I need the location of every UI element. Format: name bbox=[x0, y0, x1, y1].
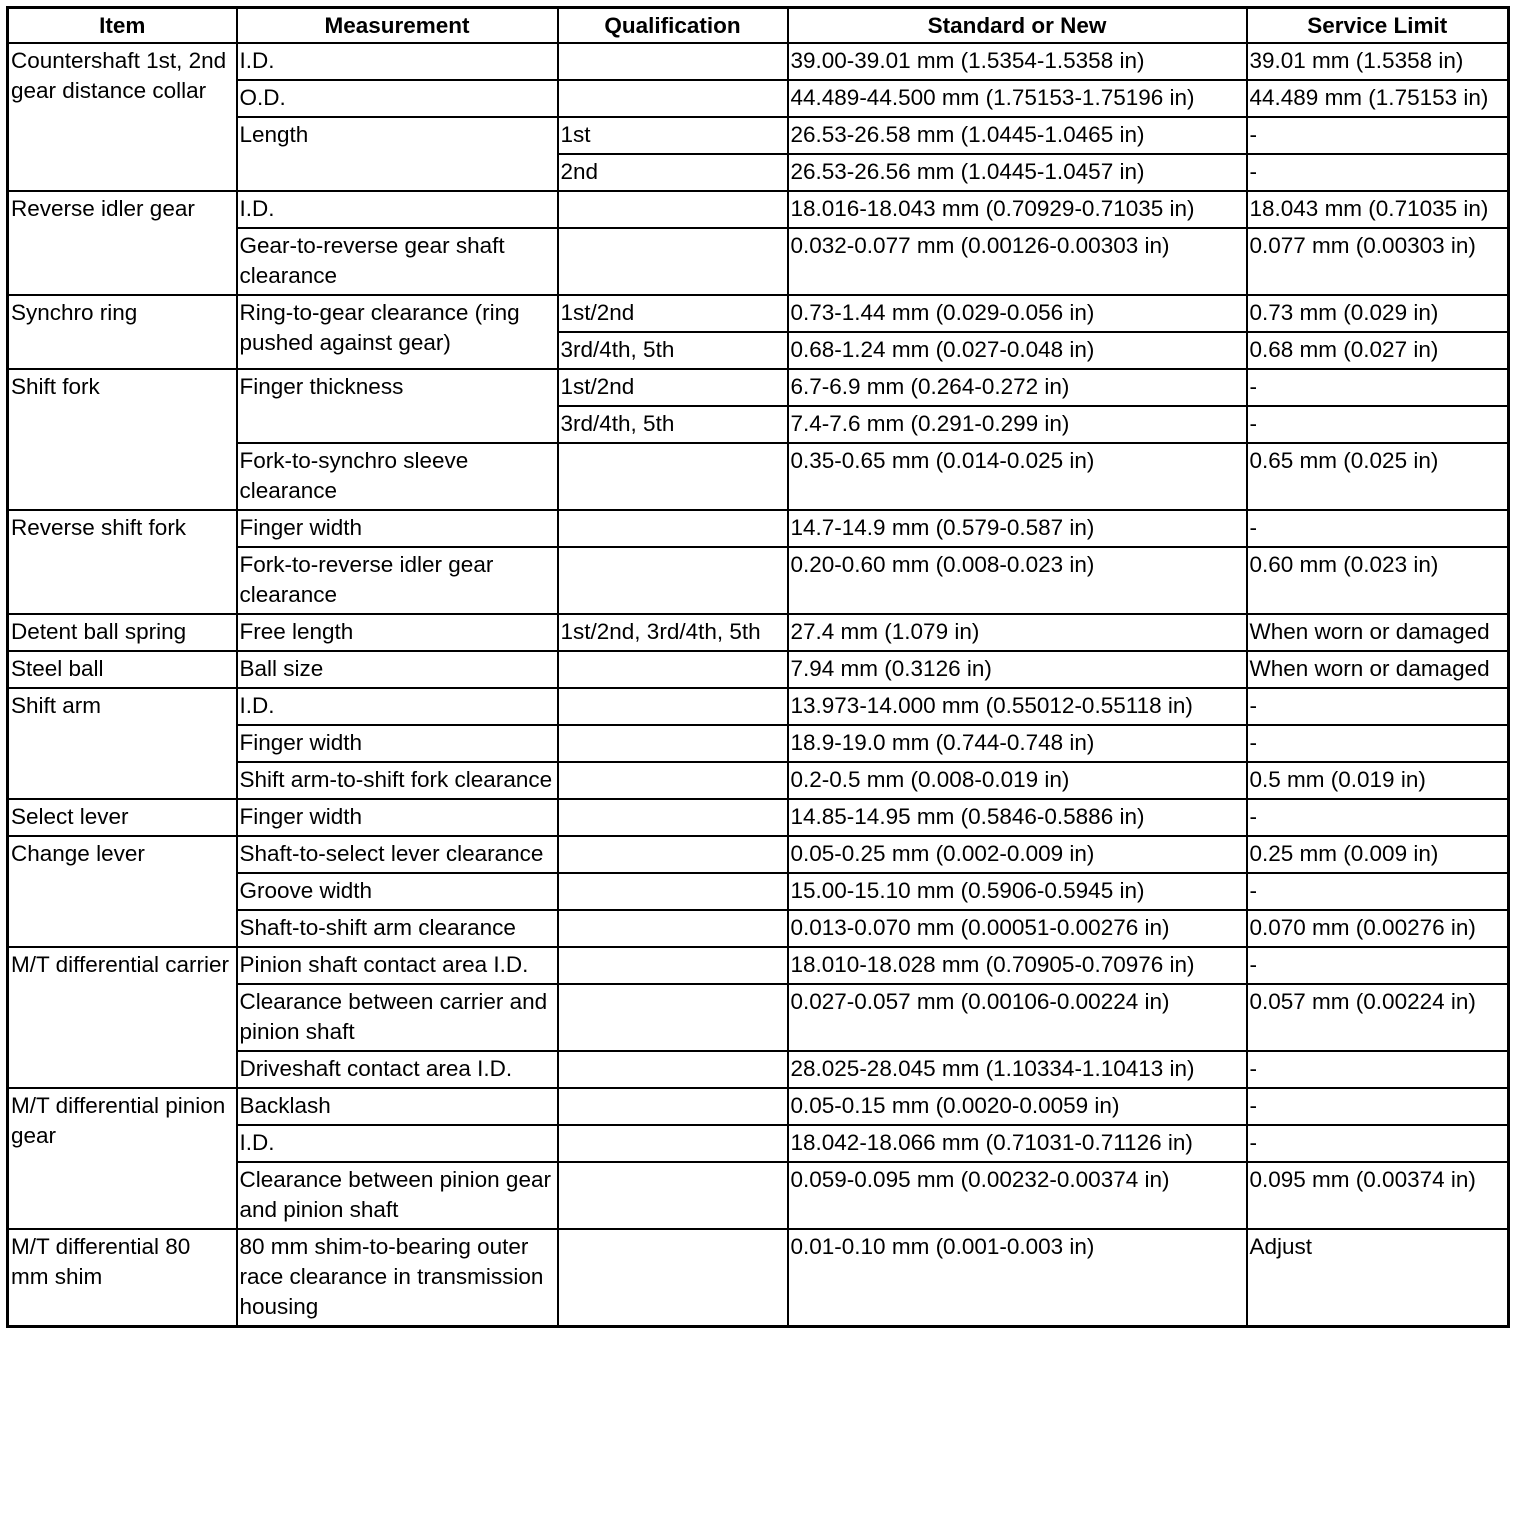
qualification-cell bbox=[558, 947, 788, 984]
qualification-cell bbox=[558, 836, 788, 873]
service-limit-cell: - bbox=[1247, 369, 1509, 406]
service-limit-cell: 0.095 mm (0.00374 in) bbox=[1247, 1162, 1509, 1229]
service-limit-cell: When worn or damaged bbox=[1247, 614, 1509, 651]
qualification-cell bbox=[558, 873, 788, 910]
service-limit-cell: - bbox=[1247, 117, 1509, 154]
table-row bbox=[8, 947, 1509, 984]
measurement-cell: Ring-to-gear clearance (ring pushed against gear) bbox=[237, 295, 558, 369]
table-row bbox=[8, 191, 1509, 228]
standard-cell: 0.059-0.095 mm (0.00232-0.00374 in) bbox=[788, 1162, 1247, 1229]
standard-cell: 14.7-14.9 mm (0.579-0.587 in) bbox=[788, 510, 1247, 547]
item-cell: Steel ball bbox=[8, 651, 237, 688]
standard-cell: 0.73-1.44 mm (0.029-0.056 in) bbox=[788, 295, 1247, 332]
qualification-cell bbox=[558, 43, 788, 80]
item-cell: Reverse shift fork bbox=[8, 510, 237, 614]
measurement-cell: Fork-to-synchro sleeve clearance bbox=[237, 443, 558, 510]
standard-cell: 7.94 mm (0.3126 in) bbox=[788, 651, 1247, 688]
service-limit-cell: 0.65 mm (0.025 in) bbox=[1247, 443, 1509, 510]
qualification-cell: 3rd/4th, 5th bbox=[558, 406, 788, 443]
standard-cell: 0.2-0.5 mm (0.008-0.019 in) bbox=[788, 762, 1247, 799]
item-cell: Shift fork bbox=[8, 369, 237, 510]
standard-cell: 0.05-0.25 mm (0.002-0.009 in) bbox=[788, 836, 1247, 873]
measurement-cell: Shift arm-to-shift fork clearance bbox=[237, 762, 558, 799]
header-row bbox=[8, 8, 1509, 44]
service-limit-cell: 44.489 mm (1.75153 in) bbox=[1247, 80, 1509, 117]
service-limit-cell: 0.68 mm (0.027 in) bbox=[1247, 332, 1509, 369]
qualification-cell: 1st/2nd bbox=[558, 369, 788, 406]
standard-cell: 0.032-0.077 mm (0.00126-0.00303 in) bbox=[788, 228, 1247, 295]
service-limit-cell: - bbox=[1247, 725, 1509, 762]
standard-cell: 0.05-0.15 mm (0.0020-0.0059 in) bbox=[788, 1088, 1247, 1125]
measurement-cell: Driveshaft contact area I.D. bbox=[237, 1051, 558, 1088]
standard-cell: 28.025-28.045 mm (1.10334-1.10413 in) bbox=[788, 1051, 1247, 1088]
service-limit-cell: - bbox=[1247, 1051, 1509, 1088]
measurement-cell: Gear-to-reverse gear shaft clearance bbox=[237, 228, 558, 295]
service-limit-cell: 39.01 mm (1.5358 in) bbox=[1247, 43, 1509, 80]
header-qualification: Qualification bbox=[558, 8, 788, 44]
table-row bbox=[8, 295, 1509, 332]
qualification-cell bbox=[558, 688, 788, 725]
service-limit-cell: - bbox=[1247, 947, 1509, 984]
table-row bbox=[8, 510, 1509, 547]
service-limit-cell: 0.057 mm (0.00224 in) bbox=[1247, 984, 1509, 1051]
standard-cell: 39.00-39.01 mm (1.5354-1.5358 in) bbox=[788, 43, 1247, 80]
measurement-cell: I.D. bbox=[237, 688, 558, 725]
service-limit-cell: 0.25 mm (0.009 in) bbox=[1247, 836, 1509, 873]
service-limit-cell: - bbox=[1247, 1125, 1509, 1162]
measurement-cell: Finger width bbox=[237, 725, 558, 762]
measurement-cell: Finger thickness bbox=[237, 369, 558, 443]
qualification-cell: 1st/2nd, 3rd/4th, 5th bbox=[558, 614, 788, 651]
measurement-cell: I.D. bbox=[237, 191, 558, 228]
qualification-cell: 1st bbox=[558, 117, 788, 154]
table-row bbox=[8, 688, 1509, 725]
qualification-cell bbox=[558, 510, 788, 547]
standard-cell: 0.68-1.24 mm (0.027-0.048 in) bbox=[788, 332, 1247, 369]
service-limit-cell: 0.077 mm (0.00303 in) bbox=[1247, 228, 1509, 295]
measurement-cell: Ball size bbox=[237, 651, 558, 688]
service-limit-cell: - bbox=[1247, 154, 1509, 191]
service-limit-cell: - bbox=[1247, 406, 1509, 443]
item-cell: M/T differential pinion gear bbox=[8, 1088, 237, 1229]
measurement-cell: Shaft-to-select lever clearance bbox=[237, 836, 558, 873]
qualification-cell bbox=[558, 228, 788, 295]
measurement-cell: Clearance between carrier and pinion shaft bbox=[237, 984, 558, 1051]
service-limit-cell: - bbox=[1247, 688, 1509, 725]
qualification-cell: 2nd bbox=[558, 154, 788, 191]
standard-cell: 0.20-0.60 mm (0.008-0.023 in) bbox=[788, 547, 1247, 614]
item-cell: Countershaft 1st, 2nd gear distance collar bbox=[8, 43, 237, 191]
qualification-cell bbox=[558, 984, 788, 1051]
measurement-cell: Free length bbox=[237, 614, 558, 651]
measurement-cell: Finger width bbox=[237, 799, 558, 836]
measurement-cell: Clearance between pinion gear and pinion shaft bbox=[237, 1162, 558, 1229]
standard-cell: 26.53-26.58 mm (1.0445-1.0465 in) bbox=[788, 117, 1247, 154]
qualification-cell bbox=[558, 1229, 788, 1327]
qualification-cell bbox=[558, 1162, 788, 1229]
standard-cell: 18.042-18.066 mm (0.71031-0.71126 in) bbox=[788, 1125, 1247, 1162]
item-cell: Select lever bbox=[8, 799, 237, 836]
service-limit-cell: 0.5 mm (0.019 in) bbox=[1247, 762, 1509, 799]
service-limit-cell: - bbox=[1247, 510, 1509, 547]
standard-cell: 0.35-0.65 mm (0.014-0.025 in) bbox=[788, 443, 1247, 510]
qualification-cell bbox=[558, 1125, 788, 1162]
measurement-cell: Length bbox=[237, 117, 558, 191]
measurement-cell: 80 mm shim-to-bearing outer race clearance in transmission housing bbox=[237, 1229, 558, 1327]
table-body bbox=[8, 43, 1509, 1327]
measurement-cell: Pinion shaft contact area I.D. bbox=[237, 947, 558, 984]
item-cell: Change lever bbox=[8, 836, 237, 947]
service-limit-cell: 0.070 mm (0.00276 in) bbox=[1247, 910, 1509, 947]
table-row bbox=[8, 43, 1509, 80]
item-cell: Reverse idler gear bbox=[8, 191, 237, 295]
item-cell: M/T differential 80 mm shim bbox=[8, 1229, 237, 1327]
measurement-cell: Finger width bbox=[237, 510, 558, 547]
measurement-cell: I.D. bbox=[237, 43, 558, 80]
standard-cell: 7.4-7.6 mm (0.291-0.299 in) bbox=[788, 406, 1247, 443]
qualification-cell bbox=[558, 762, 788, 799]
standard-cell: 14.85-14.95 mm (0.5846-0.5886 in) bbox=[788, 799, 1247, 836]
qualification-cell bbox=[558, 910, 788, 947]
service-limit-cell: When worn or damaged bbox=[1247, 651, 1509, 688]
standard-cell: 18.016-18.043 mm (0.70929-0.71035 in) bbox=[788, 191, 1247, 228]
standard-cell: 0.01-0.10 mm (0.001-0.003 in) bbox=[788, 1229, 1247, 1327]
qualification-cell bbox=[558, 799, 788, 836]
standard-cell: 26.53-26.56 mm (1.0445-1.0457 in) bbox=[788, 154, 1247, 191]
header-standard: Standard or New bbox=[788, 8, 1247, 44]
qualification-cell bbox=[558, 725, 788, 762]
service-limit-cell: - bbox=[1247, 1088, 1509, 1125]
qualification-cell: 3rd/4th, 5th bbox=[558, 332, 788, 369]
specification-table bbox=[6, 6, 1510, 1328]
standard-cell: 18.010-18.028 mm (0.70905-0.70976 in) bbox=[788, 947, 1247, 984]
service-limit-cell: Adjust bbox=[1247, 1229, 1509, 1327]
service-limit-cell: 0.73 mm (0.029 in) bbox=[1247, 295, 1509, 332]
measurement-cell: Groove width bbox=[237, 873, 558, 910]
measurement-cell: O.D. bbox=[237, 80, 558, 117]
qualification-cell bbox=[558, 1088, 788, 1125]
table-row bbox=[8, 1229, 1509, 1327]
service-limit-cell: 0.60 mm (0.023 in) bbox=[1247, 547, 1509, 614]
table-header bbox=[8, 8, 1509, 44]
qualification-cell bbox=[558, 191, 788, 228]
qualification-cell bbox=[558, 80, 788, 117]
item-cell: Detent ball spring bbox=[8, 614, 237, 651]
qualification-cell bbox=[558, 547, 788, 614]
standard-cell: 15.00-15.10 mm (0.5906-0.5945 in) bbox=[788, 873, 1247, 910]
item-cell: Synchro ring bbox=[8, 295, 237, 369]
table-row bbox=[8, 651, 1509, 688]
measurement-cell: Shaft-to-shift arm clearance bbox=[237, 910, 558, 947]
standard-cell: 18.9-19.0 mm (0.744-0.748 in) bbox=[788, 725, 1247, 762]
table-row bbox=[8, 799, 1509, 836]
service-limit-cell: - bbox=[1247, 873, 1509, 910]
header-measurement: Measurement bbox=[237, 8, 558, 44]
qualification-cell bbox=[558, 443, 788, 510]
header-service-limit: Service Limit bbox=[1247, 8, 1509, 44]
table-row bbox=[8, 614, 1509, 651]
service-limit-cell: - bbox=[1247, 799, 1509, 836]
table-row bbox=[8, 1088, 1509, 1125]
item-cell: Shift arm bbox=[8, 688, 237, 799]
table-row bbox=[8, 369, 1509, 406]
standard-cell: 0.027-0.057 mm (0.00106-0.00224 in) bbox=[788, 984, 1247, 1051]
table-row bbox=[8, 836, 1509, 873]
measurement-cell: Backlash bbox=[237, 1088, 558, 1125]
measurement-cell: I.D. bbox=[237, 1125, 558, 1162]
qualification-cell bbox=[558, 1051, 788, 1088]
item-cell: M/T differential carrier bbox=[8, 947, 237, 1088]
qualification-cell: 1st/2nd bbox=[558, 295, 788, 332]
standard-cell: 13.973-14.000 mm (0.55012-0.55118 in) bbox=[788, 688, 1247, 725]
qualification-cell bbox=[558, 651, 788, 688]
standard-cell: 44.489-44.500 mm (1.75153-1.75196 in) bbox=[788, 80, 1247, 117]
service-limit-cell: 18.043 mm (0.71035 in) bbox=[1247, 191, 1509, 228]
standard-cell: 0.013-0.070 mm (0.00051-0.00276 in) bbox=[788, 910, 1247, 947]
measurement-cell: Fork-to-reverse idler gear clearance bbox=[237, 547, 558, 614]
standard-cell: 27.4 mm (1.079 in) bbox=[788, 614, 1247, 651]
standard-cell: 6.7-6.9 mm (0.264-0.272 in) bbox=[788, 369, 1247, 406]
header-item: Item bbox=[8, 8, 237, 44]
